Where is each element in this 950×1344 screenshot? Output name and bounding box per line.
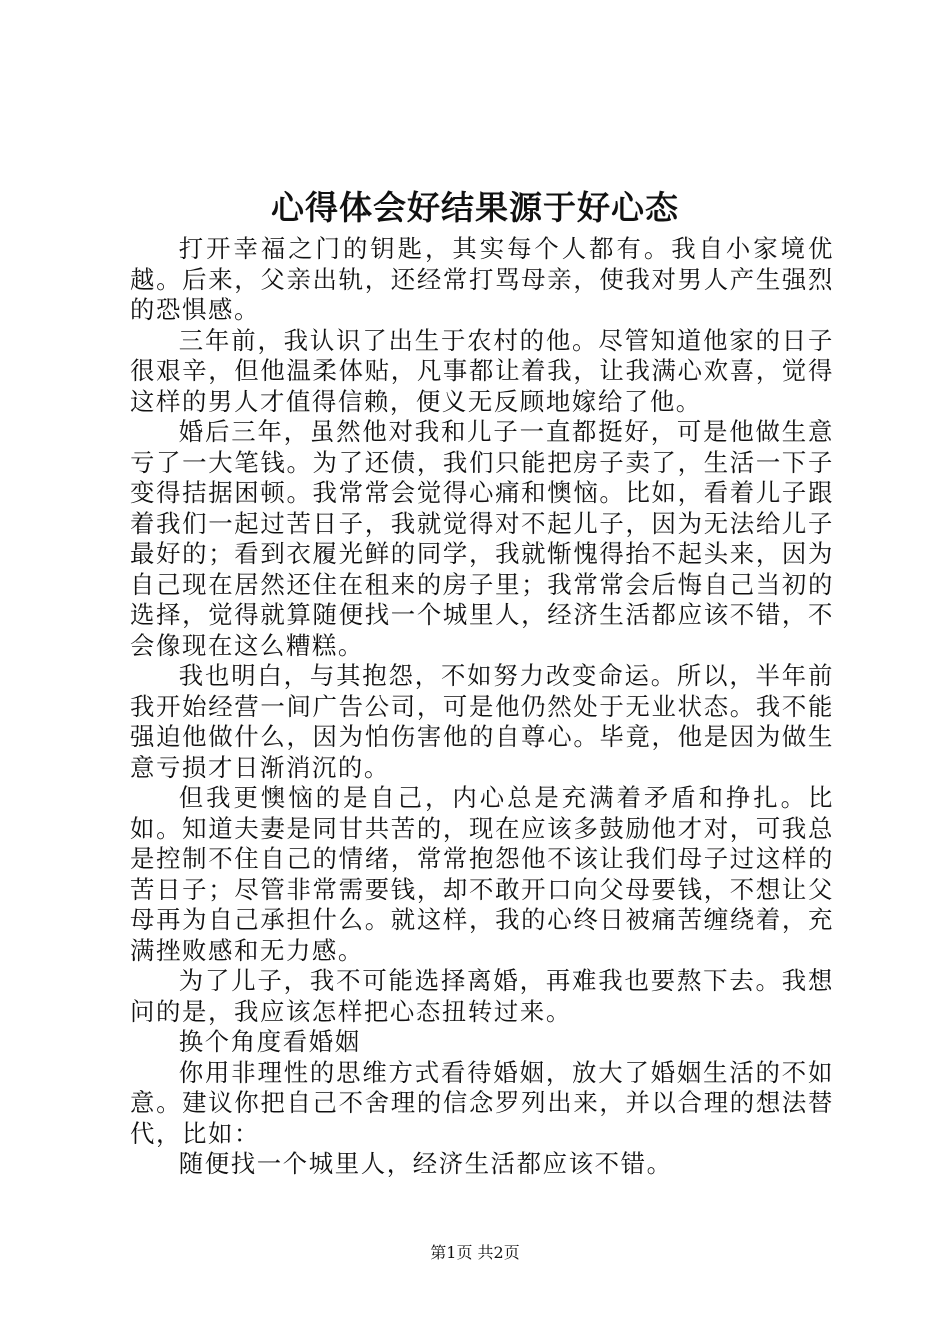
page-number-footer: 第1页 共2页 (430, 1243, 520, 1262)
section-heading: 换个角度看婚姻 (178, 1027, 361, 1056)
paragraph: 我也明白，与其抱怨，不如努力改变命运。所以，半年前我开始经营一间广告公司，可是他仍然处于无业状态。我不能强迫他做什么，因为怕伤害他的自尊心。毕竟，他是因为做生意亏损才日渐消沉的。 (130, 661, 834, 782)
paragraph: 打开幸福之门的钥匙，其实每个人都有。我自小家境优越。后来，父亲出轨，还经常打骂母亲，使我对男人产生强烈的恐惧感。 (130, 234, 834, 324)
paragraph: 但我更懊恼的是自己，内心总是充满着矛盾和挣扎。比如。知道夫妻是同甘共苦的，现在应该多鼓励他才对，可我总是控制不住自己的情绪，常常抱怨他不该让我们母子过这样的苦日子；尽管非常需要钱，却不敢开口向父母要钱，不想让父母再为自己承担什么。就这样，我的心终日被痛苦缠绕着，充满挫败感和无力感。 (130, 783, 834, 965)
paragraph: 为了儿子，我不可能选择离婚，再难我也要熬下去。我想问的是，我应该怎样把心态扭转过来。 (130, 966, 834, 1026)
paragraph: 你用非理性的思维方式看待婚姻，放大了婚姻生活的不如意。建议你把自己不舍理的信念罗列出来，并以合理的想法替代，比如： (130, 1057, 834, 1148)
document-body (130, 234, 834, 1180)
paragraph: 婚后三年，虽然他对我和儿子一直都挺好，可是他做生意亏了一大笔钱。为了还债，我们只能把房子卖了，生活一下子变得拮据困顿。我常常会觉得心痛和懊恼。比如，看着儿子跟着我们一起过苦日子，我就觉得对不起儿子，因为无法给儿子最好的；看到衣履光鲜的同学，我就惭愧得抬不起头来，因为自己现在居然还住在租来的房子里；我常常会后悔自己当初的选择，觉得就算随便找一个城里人，经济生活都应该不错，不会像现在这么糟糕。 (130, 417, 834, 660)
paragraph: 三年前，我认识了出生于农村的他。尽管知道他家的日子很艰辛，但他温柔体贴，凡事都让着我，让我满心欢喜，觉得这样的男人才值得信赖，便义无反顾地嫁给了他。 (130, 325, 834, 416)
paragraph: 随便找一个城里人，经济生活都应该不错。 (178, 1149, 673, 1178)
document-title: 心得体会好结果源于好心态 (271, 188, 679, 227)
